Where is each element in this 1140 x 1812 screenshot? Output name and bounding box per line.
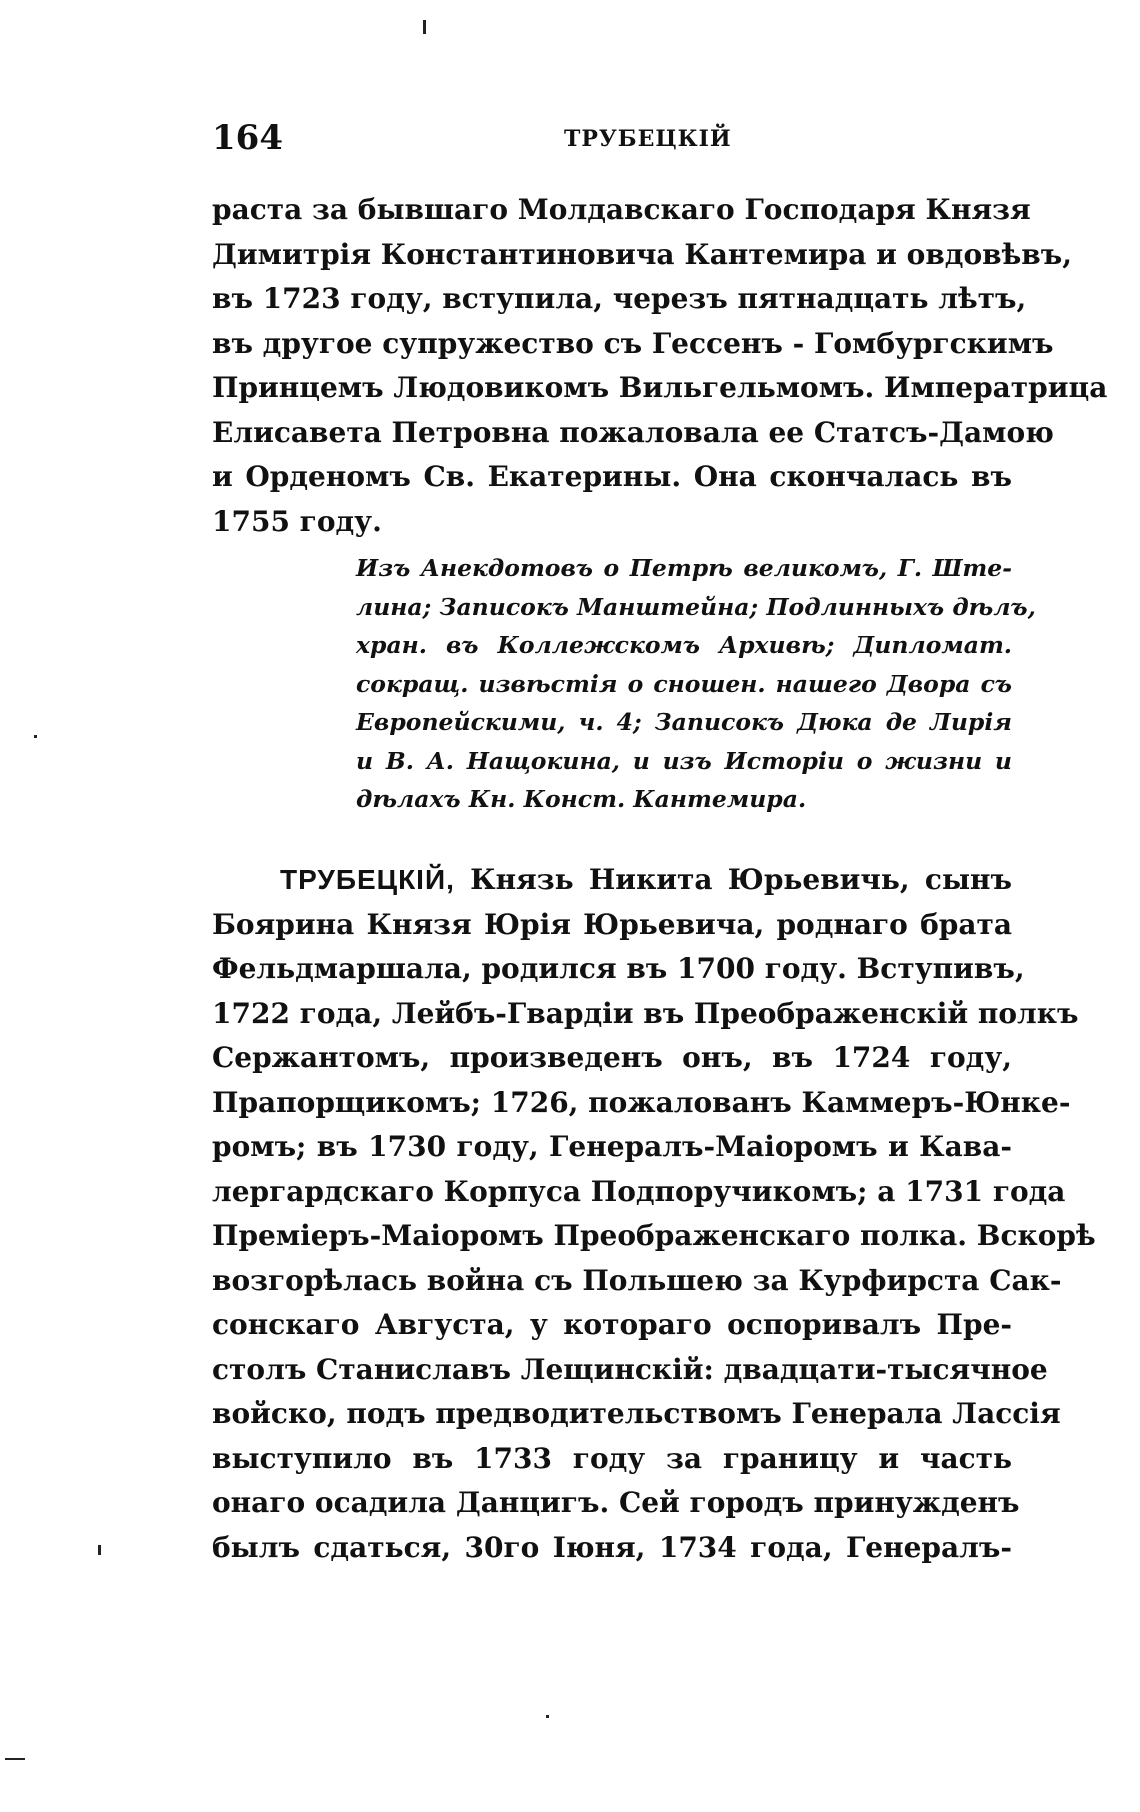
- text-line: столъ Станиславъ Лещинскій: двадцати-тысячное: [212, 1352, 1048, 1386]
- running-head: ТРУБЕЦКІЙ: [564, 126, 732, 152]
- source-line: и В. А. Нащокина, и изъ Исторіи о жизни и: [356, 746, 1012, 775]
- source-line: дѣлахъ Кн. Конст. Кантемира.: [356, 785, 807, 813]
- text-line: раста за бывшаго Молдавскаго Господаря Князя: [212, 193, 1031, 226]
- article-headword: ТРУБЕЦКІЙ,: [280, 864, 455, 895]
- ink-speck: [423, 20, 426, 34]
- text-line: Сержантомъ, произведенъ онъ, въ 1724 году,: [212, 1041, 1012, 1074]
- text-line: и Орденомъ Св. Екатерины. Она скончалась въ: [212, 460, 1012, 493]
- text-line: Прапорщикомъ; 1726, пожалованъ Каммеръ-Юнке-: [212, 1085, 1071, 1119]
- text-line: Боярина Князя Юрія Юрьевича, роднаго брата: [212, 907, 1012, 941]
- continuation-paragraph: [212, 188, 1108, 544]
- text-line: былъ сдаться, 30го Іюня, 1734 года, Генералъ-: [212, 1530, 1012, 1564]
- source-line: лина; Записокъ Манштейна; Подлинныхъ дѣлъ,: [356, 592, 1036, 621]
- source-line: Европейскими, ч. 4; Записокъ Дюка де Лирія: [356, 708, 1012, 736]
- source-line: Изъ Анекдотовъ о Петрѣ великомъ, Г. Ште-: [356, 554, 1012, 582]
- page-number: 164: [212, 118, 283, 158]
- source-line: сокращ. извѣстія о сношен. нашего Двора съ: [356, 669, 1012, 698]
- page-header: [212, 118, 1012, 168]
- source-line: хран. въ Коллежскомъ Архивѣ; Дипломат.: [356, 631, 1012, 659]
- article-first-line: [212, 858, 1012, 903]
- text-line: Димитрія Константиновича Кантемира и овдовѣвъ,: [212, 237, 1072, 271]
- text-line: возгорѣлась война съ Польшею за Курфирста Сак-: [212, 1263, 1062, 1297]
- article-entry: [212, 858, 1096, 1570]
- text-line: въ 1723 году, вступила, черезъ пятнадцать лѣтъ,: [212, 282, 1027, 315]
- text-line: сонскаго Августа, у котораго оспоривалъ Пре-: [212, 1308, 1012, 1341]
- text-line: Елисавета Петровна пожаловала ее Статсъ-Дамою: [212, 415, 1054, 449]
- text-line: въ другое супружество съ Гессенъ - Гомбургскимъ: [212, 326, 1054, 360]
- text-line: ромъ; въ 1730 году, Генералъ-Маіоромъ и Кава-: [212, 1130, 1012, 1163]
- article-first-line-text: Князь Никита Юрьевичь, сынъ: [470, 863, 1012, 896]
- text-line: выступило въ 1733 году за границу и часть: [212, 1441, 1012, 1475]
- sources-note: [356, 549, 1036, 819]
- text-line: лергардскаго Корпуса Подпоручикомъ; а 1731 года: [212, 1174, 1066, 1208]
- ink-speck: [546, 1715, 549, 1718]
- text-line: 1722 года, Лейбъ-Гвардіи въ Преображенскій полкъ: [212, 996, 1079, 1030]
- ink-speck: [98, 1545, 101, 1555]
- text-line: онаго осадила Данцигъ. Сей городъ принужденъ: [212, 1486, 1020, 1519]
- text-line: Фельдмаршала, родился въ 1700 году. Вступивъ,: [212, 952, 1025, 985]
- text-line: Преміеръ-Маіоромъ Преображенскаго полка. Вскорѣ: [212, 1219, 1096, 1252]
- ink-speck: [34, 735, 37, 738]
- text-line: Принцемъ Людовикомъ Вильгельмомъ. Императрица: [212, 371, 1108, 404]
- text-line: войско, подъ предводительствомъ Генерала Лассія: [212, 1397, 1061, 1430]
- text-line: 1755 году.: [212, 504, 382, 538]
- ink-speck: [5, 1758, 25, 1760]
